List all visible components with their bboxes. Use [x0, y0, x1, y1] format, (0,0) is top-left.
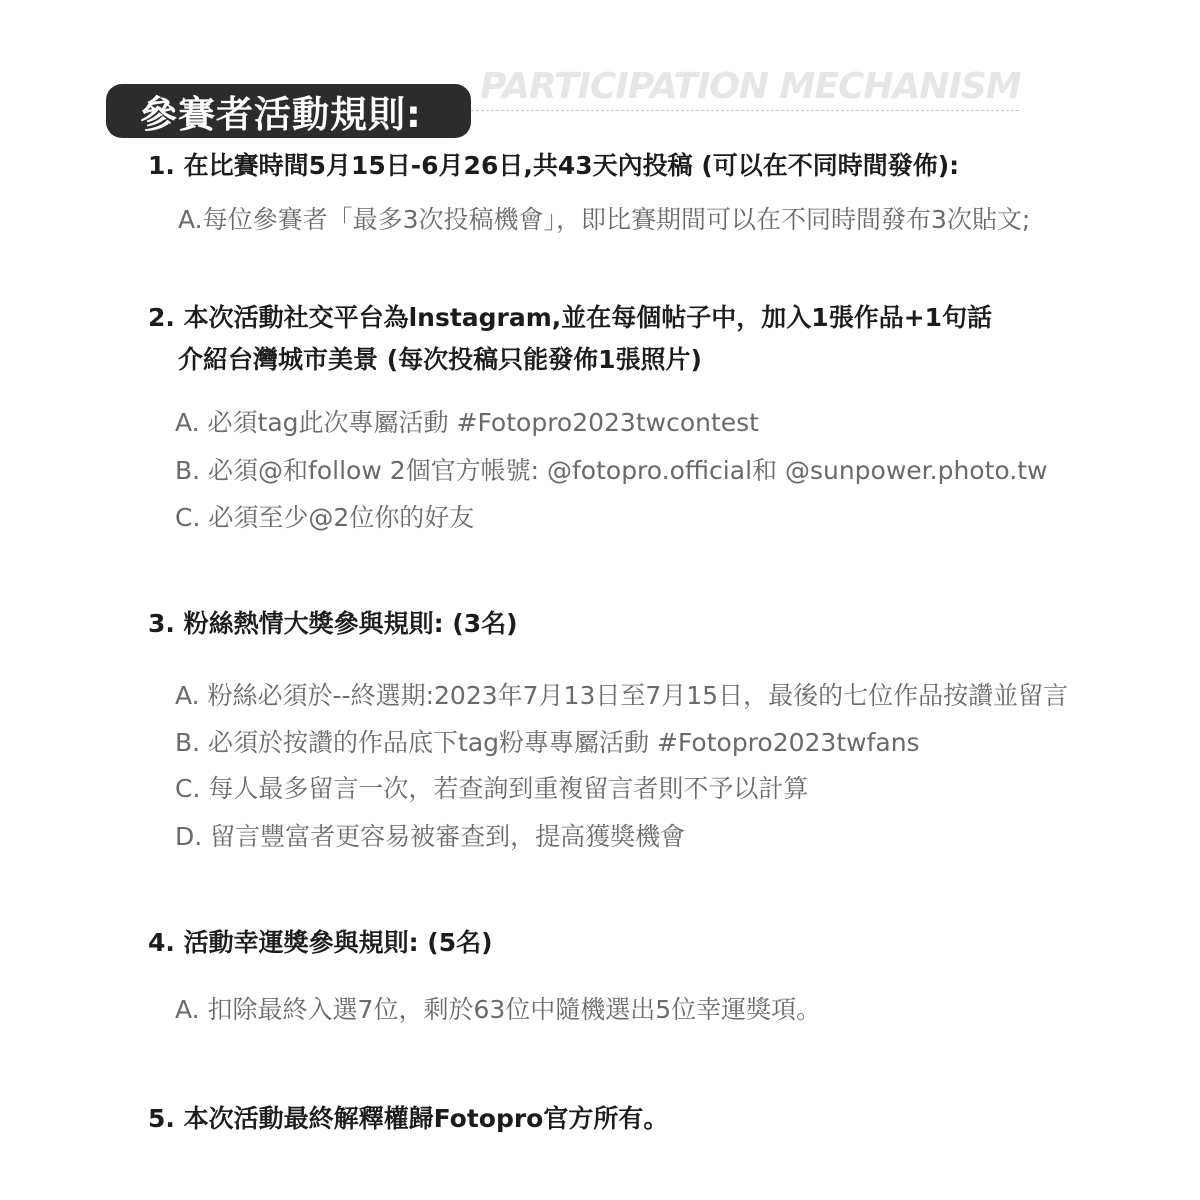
section-5-heading: 5. 本次活動最終解釋權歸Fotopro官方所有。 — [148, 1104, 669, 1133]
section-1-heading: 1. 在比賽時間5月15日-6月26日,共43天內投稿 (可以在不同時間發佈): — [148, 151, 960, 180]
section-2-item-a: A. 必須tag此次專屬活動 #Fotopro2023twcontest — [175, 408, 759, 437]
section-3-item-c: C. 每人最多留言一次，若查詢到重複留言者則不予以計算 — [175, 774, 809, 803]
section-2-item-b: B. 必須@和follow 2個官方帳號: @fotopro.official和 @sunpower.photo.tw — [175, 456, 1048, 485]
section-1-item-a: A.每位參賽者「最多3次投稿機會」，即比賽期間可以在不同時間發布3次貼文; — [178, 205, 1031, 234]
section-3-item-a: A. 粉絲必須於--終選期:2023年7月13日至7月15日，最後的七位作品按讚並留言 — [175, 681, 1069, 710]
section-2-heading — [148, 297, 992, 381]
section-3-item-d: D. 留言豐富者更容易被審查到，提高獲獎機會 — [175, 822, 686, 851]
section-4-heading: 4. 活動幸運獎參與規則: (5名) — [148, 928, 493, 957]
header-divider — [471, 110, 1019, 111]
section-2-item-c: C. 必須至少@2位你的好友 — [175, 503, 475, 532]
header-badge — [106, 84, 471, 138]
section-3-item-b: B. 必須於按讚的作品底下tag粉專專屬活動 #Fotopro2023twfans — [175, 728, 920, 757]
section-4-item-a: A. 扣除最終入選7位，剩於63位中隨機選出5位幸運獎項。 — [175, 995, 822, 1024]
header-watermark: PARTICIPATION MECHANISM — [480, 66, 1021, 107]
page-title: 參賽者活動規則: — [140, 93, 422, 136]
section-3-heading: 3. 粉絲熱情大獎參與規則: (3名) — [148, 609, 518, 638]
section-2-heading-line-2: 介紹台灣城市美景 (每次投稿只能發佈1張照片) — [178, 345, 702, 374]
section-2-heading-line-1: 2. 本次活動社交平台為lnstagram,並在每個帖子中，加入1張作品+1句話 — [148, 303, 993, 332]
